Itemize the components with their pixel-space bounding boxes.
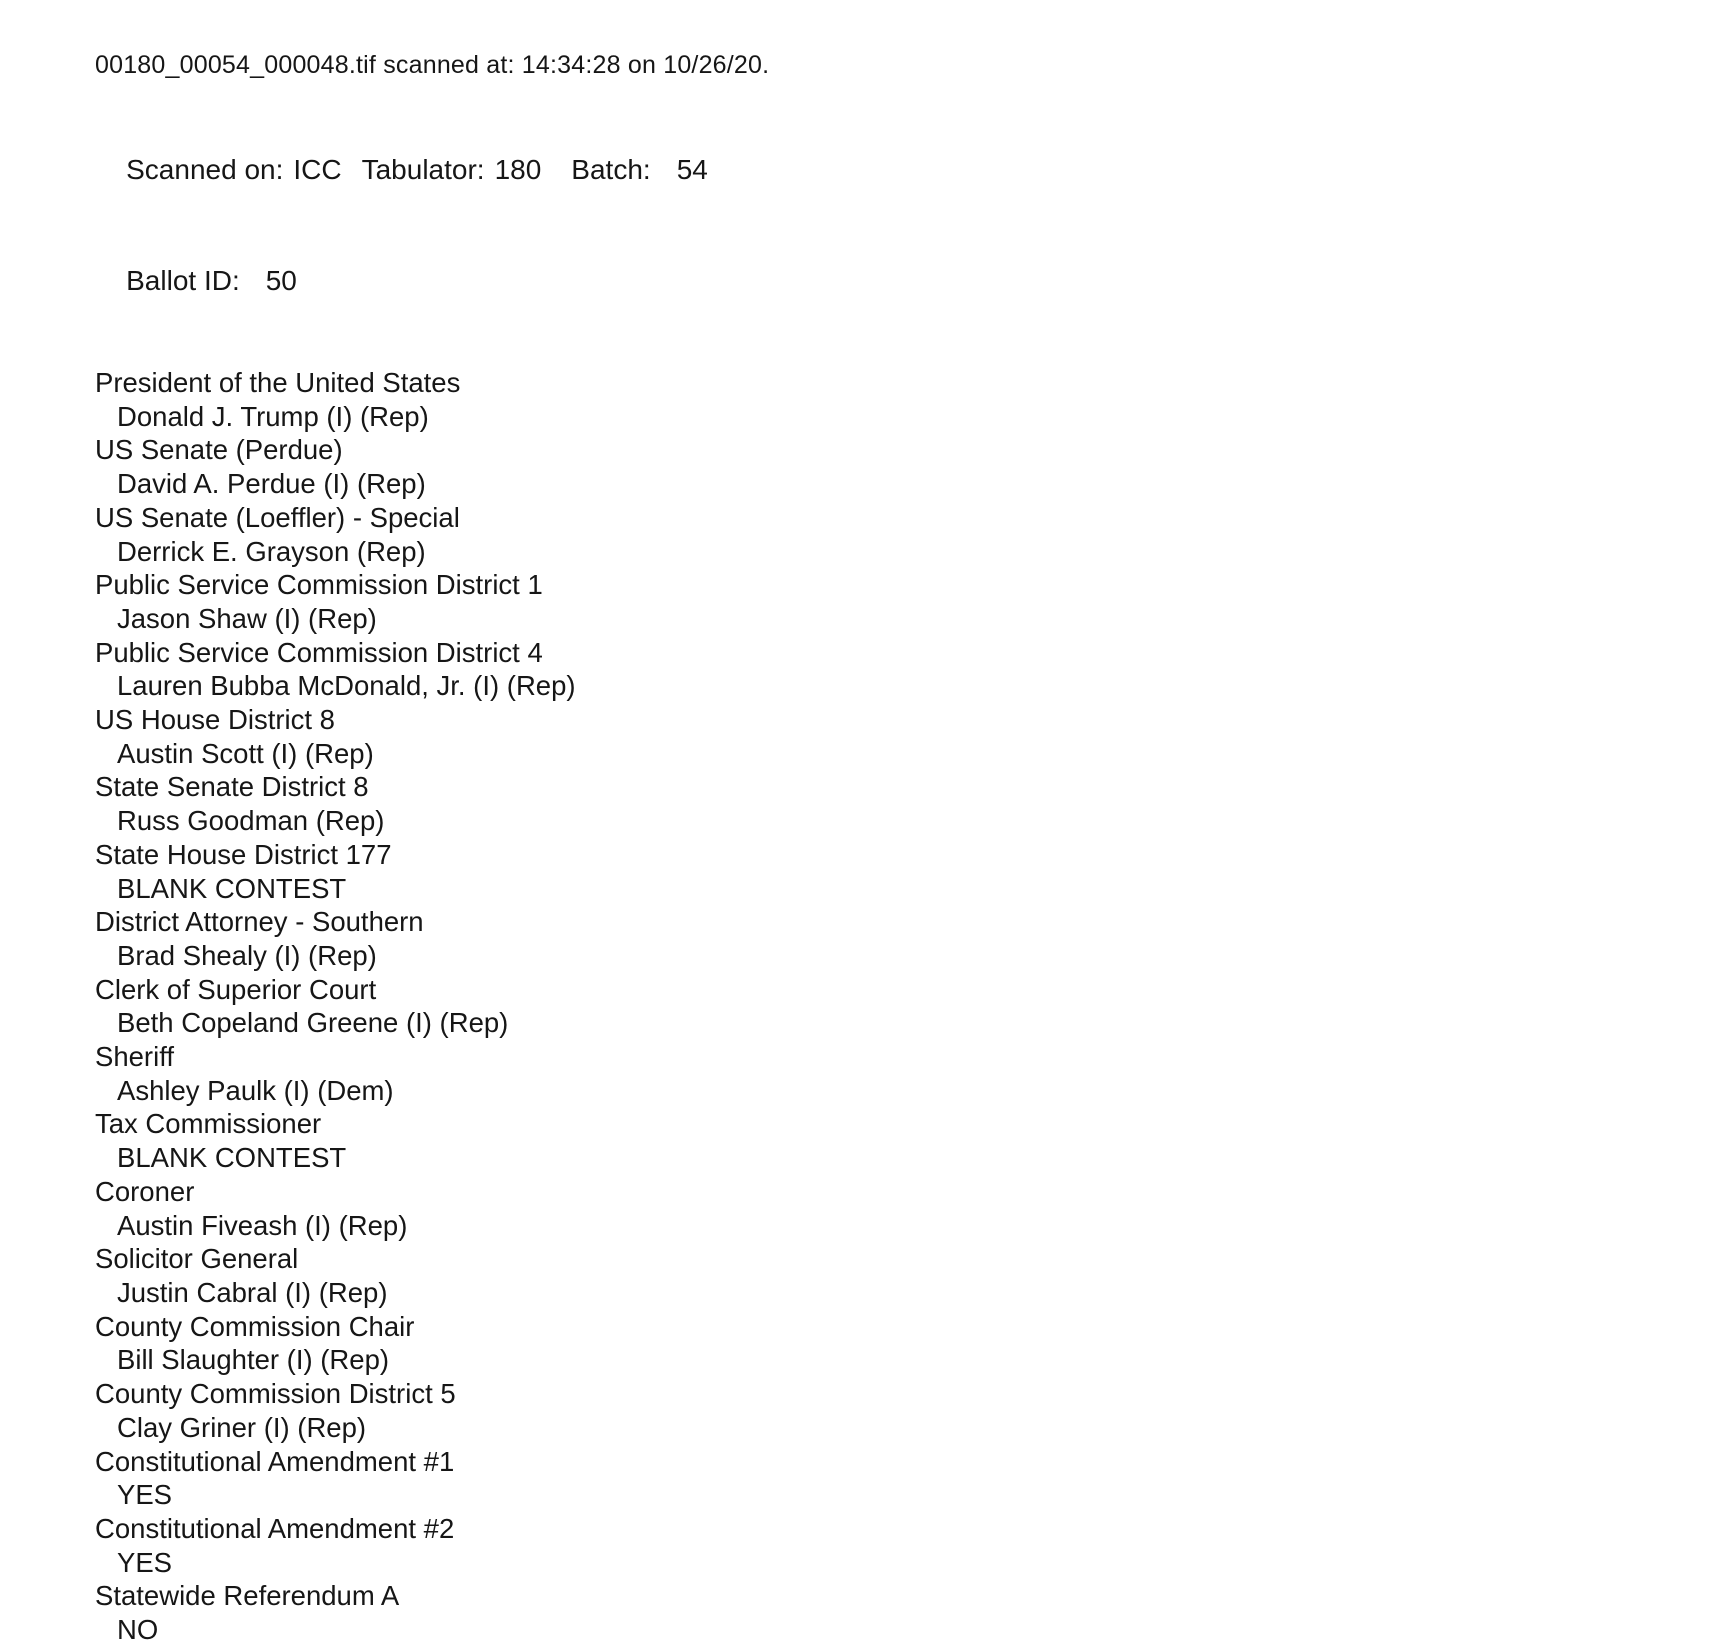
contest-selection: Jason Shaw (I) (Rep) <box>117 602 377 634</box>
contest-selection: Russ Goodman (Rep) <box>117 805 385 837</box>
contest-selection: David A. Perdue (I) (Rep) <box>117 468 426 500</box>
scan-filename-line: 00180_00054_000048.tif scanned at: 14:34:28 on 10/26/20. <box>95 51 770 79</box>
contest-title: County Commission District 5 <box>95 1378 456 1410</box>
contest-title: President of the United States <box>95 367 461 398</box>
contest-selection: Justin Cabral (I) (Rep) <box>117 1276 388 1308</box>
contest-title: Solicitor General <box>95 1243 299 1275</box>
contest-selection: BLANK CONTEST <box>117 872 347 904</box>
contest-item <box>95 1242 1670 1309</box>
contest-item <box>95 905 1670 972</box>
contest-item <box>95 1040 1670 1107</box>
contest-selection: Bill Slaughter (I) (Rep) <box>117 1344 390 1376</box>
contest-selection: BLANK CONTEST <box>117 1142 347 1174</box>
contest-item <box>95 1579 1670 1646</box>
contest-selection: Ashley Paulk (I) (Dem) <box>117 1074 394 1106</box>
contest-selection: Clay Griner (I) (Rep) <box>117 1411 367 1443</box>
contest-item <box>95 973 1670 1040</box>
contest-selection: Austin Fiveash (I) (Rep) <box>117 1209 408 1241</box>
ballot-id-value: 50 <box>265 265 297 296</box>
contest-title: Statewide Referendum A <box>95 1580 400 1612</box>
scanned-on-label: Scanned on: <box>126 154 284 185</box>
contest-title: State House District 177 <box>95 838 392 870</box>
ballot-id-line <box>95 225 1670 336</box>
contest-item <box>95 770 1670 837</box>
contest-item <box>95 838 1670 905</box>
contest-title: Public Service Commission District 4 <box>95 636 543 668</box>
contest-title: Sheriff <box>95 1041 174 1073</box>
tabulator-label: Tabulator: <box>361 154 485 185</box>
contest-title: Public Service Commission District 1 <box>95 569 543 601</box>
contest-title: US Senate (Loeffler) - Special <box>95 501 460 533</box>
contest-item <box>95 1107 1670 1174</box>
contest-title: Constitutional Amendment #2 <box>95 1512 455 1544</box>
scan-info-line <box>95 114 1670 225</box>
contest-selection: Lauren Bubba McDonald, Jr. (I) (Rep) <box>117 670 576 702</box>
contest-title: Coroner <box>95 1175 195 1207</box>
contest-title: County Commission Chair <box>95 1310 415 1342</box>
ballot-id-label: Ballot ID: <box>126 265 240 296</box>
contest-item <box>95 636 1670 703</box>
contest-title: US Senate (Perdue) <box>95 434 343 466</box>
scanned-on-value: ICC <box>293 154 342 185</box>
contest-item <box>95 433 1670 500</box>
contest-item <box>95 501 1670 568</box>
contest-selection: Beth Copeland Greene (I) (Rep) <box>117 1007 509 1039</box>
contest-title: Constitutional Amendment #1 <box>95 1445 455 1477</box>
contest-selection: Donald J. Trump (I) (Rep) <box>117 400 429 432</box>
contest-title: Tax Commissioner <box>95 1108 322 1140</box>
contest-title: District Attorney - Southern <box>95 906 424 938</box>
contest-selection: YES <box>117 1546 173 1578</box>
contest-selection: NO <box>117 1614 159 1646</box>
contest-selection: Brad Shealy (I) (Rep) <box>117 939 377 971</box>
contest-item <box>95 366 1670 433</box>
contest-item <box>95 1377 1670 1444</box>
tabulator-value: 180 <box>494 154 542 185</box>
contest-selection: YES <box>117 1479 173 1511</box>
contest-item <box>95 568 1670 635</box>
contest-title: Clerk of Superior Court <box>95 973 377 1005</box>
contest-results-list <box>95 366 1670 1647</box>
batch-label: Batch: <box>571 154 651 185</box>
contest-item <box>95 1445 1670 1512</box>
contest-selection: Austin Scott (I) (Rep) <box>117 737 374 769</box>
contest-title: State Senate District 8 <box>95 771 369 803</box>
contest-item <box>95 1175 1670 1242</box>
contest-item <box>95 703 1670 770</box>
contest-item <box>95 1310 1670 1377</box>
batch-value: 54 <box>676 154 708 185</box>
contest-item <box>95 1512 1670 1579</box>
contest-selection: Derrick E. Grayson (Rep) <box>117 535 426 567</box>
contest-title: US House District 8 <box>95 704 335 736</box>
